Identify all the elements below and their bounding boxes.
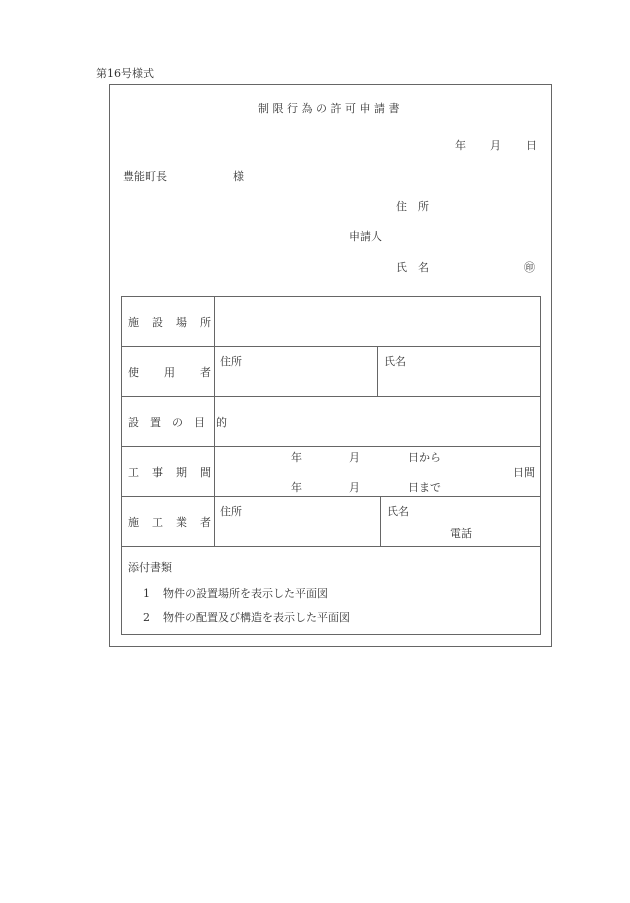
addressee-name: 豊能町長: [123, 170, 167, 183]
period-from-year: 年: [291, 451, 302, 464]
attachments-heading: 添付書類: [128, 561, 172, 574]
contractor-name-field[interactable]: [381, 497, 541, 546]
date-year-label: 年: [455, 139, 466, 152]
contractor-label: 施 工 業 者: [128, 516, 212, 529]
attachment-item: 物件の設置場所を表示した平面図: [163, 587, 328, 600]
period-duration-suffix: 日間: [513, 466, 535, 479]
facility-location-label: 施 設 場 所: [128, 316, 212, 329]
user-name-field[interactable]: [378, 347, 541, 396]
period-to-day: 日まで: [408, 481, 441, 494]
attachment-number: 1: [143, 587, 150, 600]
attachment-item: 物件の配置及び構造を表示した平面図: [163, 611, 350, 624]
contractor-address-field[interactable]: [215, 497, 380, 546]
attachment-number: 2: [143, 611, 150, 624]
user-name-label: 氏名: [384, 355, 406, 368]
purpose-field[interactable]: [215, 397, 541, 446]
document-title: 制限行為の許可申請書: [258, 102, 403, 115]
addressee-honorific: 様: [233, 170, 244, 183]
date-month-label: 月: [490, 139, 501, 152]
form-number: 第16号様式: [96, 67, 154, 80]
purpose-label: 設 置 の 目 的: [128, 416, 227, 429]
seal-mark: ㊞: [524, 261, 535, 274]
construction-period-field[interactable]: [215, 447, 541, 496]
date-day-label: 日: [526, 139, 537, 152]
period-from-month: 月: [349, 451, 360, 464]
contractor-name-label: 氏名: [387, 505, 409, 518]
applicant-name-label: 氏 名: [396, 261, 429, 274]
user-address-label: 住所: [220, 355, 242, 368]
row-divider: [122, 546, 540, 547]
user-label: 使 用 者: [128, 366, 212, 379]
contractor-phone-label: 電話: [450, 527, 472, 540]
facility-location-field[interactable]: [215, 297, 541, 346]
applicant-label: 申請人: [349, 230, 382, 243]
applicant-address-label: 住 所: [396, 200, 429, 213]
period-to-year: 年: [291, 481, 302, 494]
contractor-address-label: 住所: [220, 505, 242, 518]
application-table: [121, 296, 541, 635]
user-address-field[interactable]: [215, 347, 377, 396]
period-from-day: 日から: [408, 451, 441, 464]
construction-period-label: 工 事 期 間: [128, 466, 212, 479]
period-to-month: 月: [349, 481, 360, 494]
